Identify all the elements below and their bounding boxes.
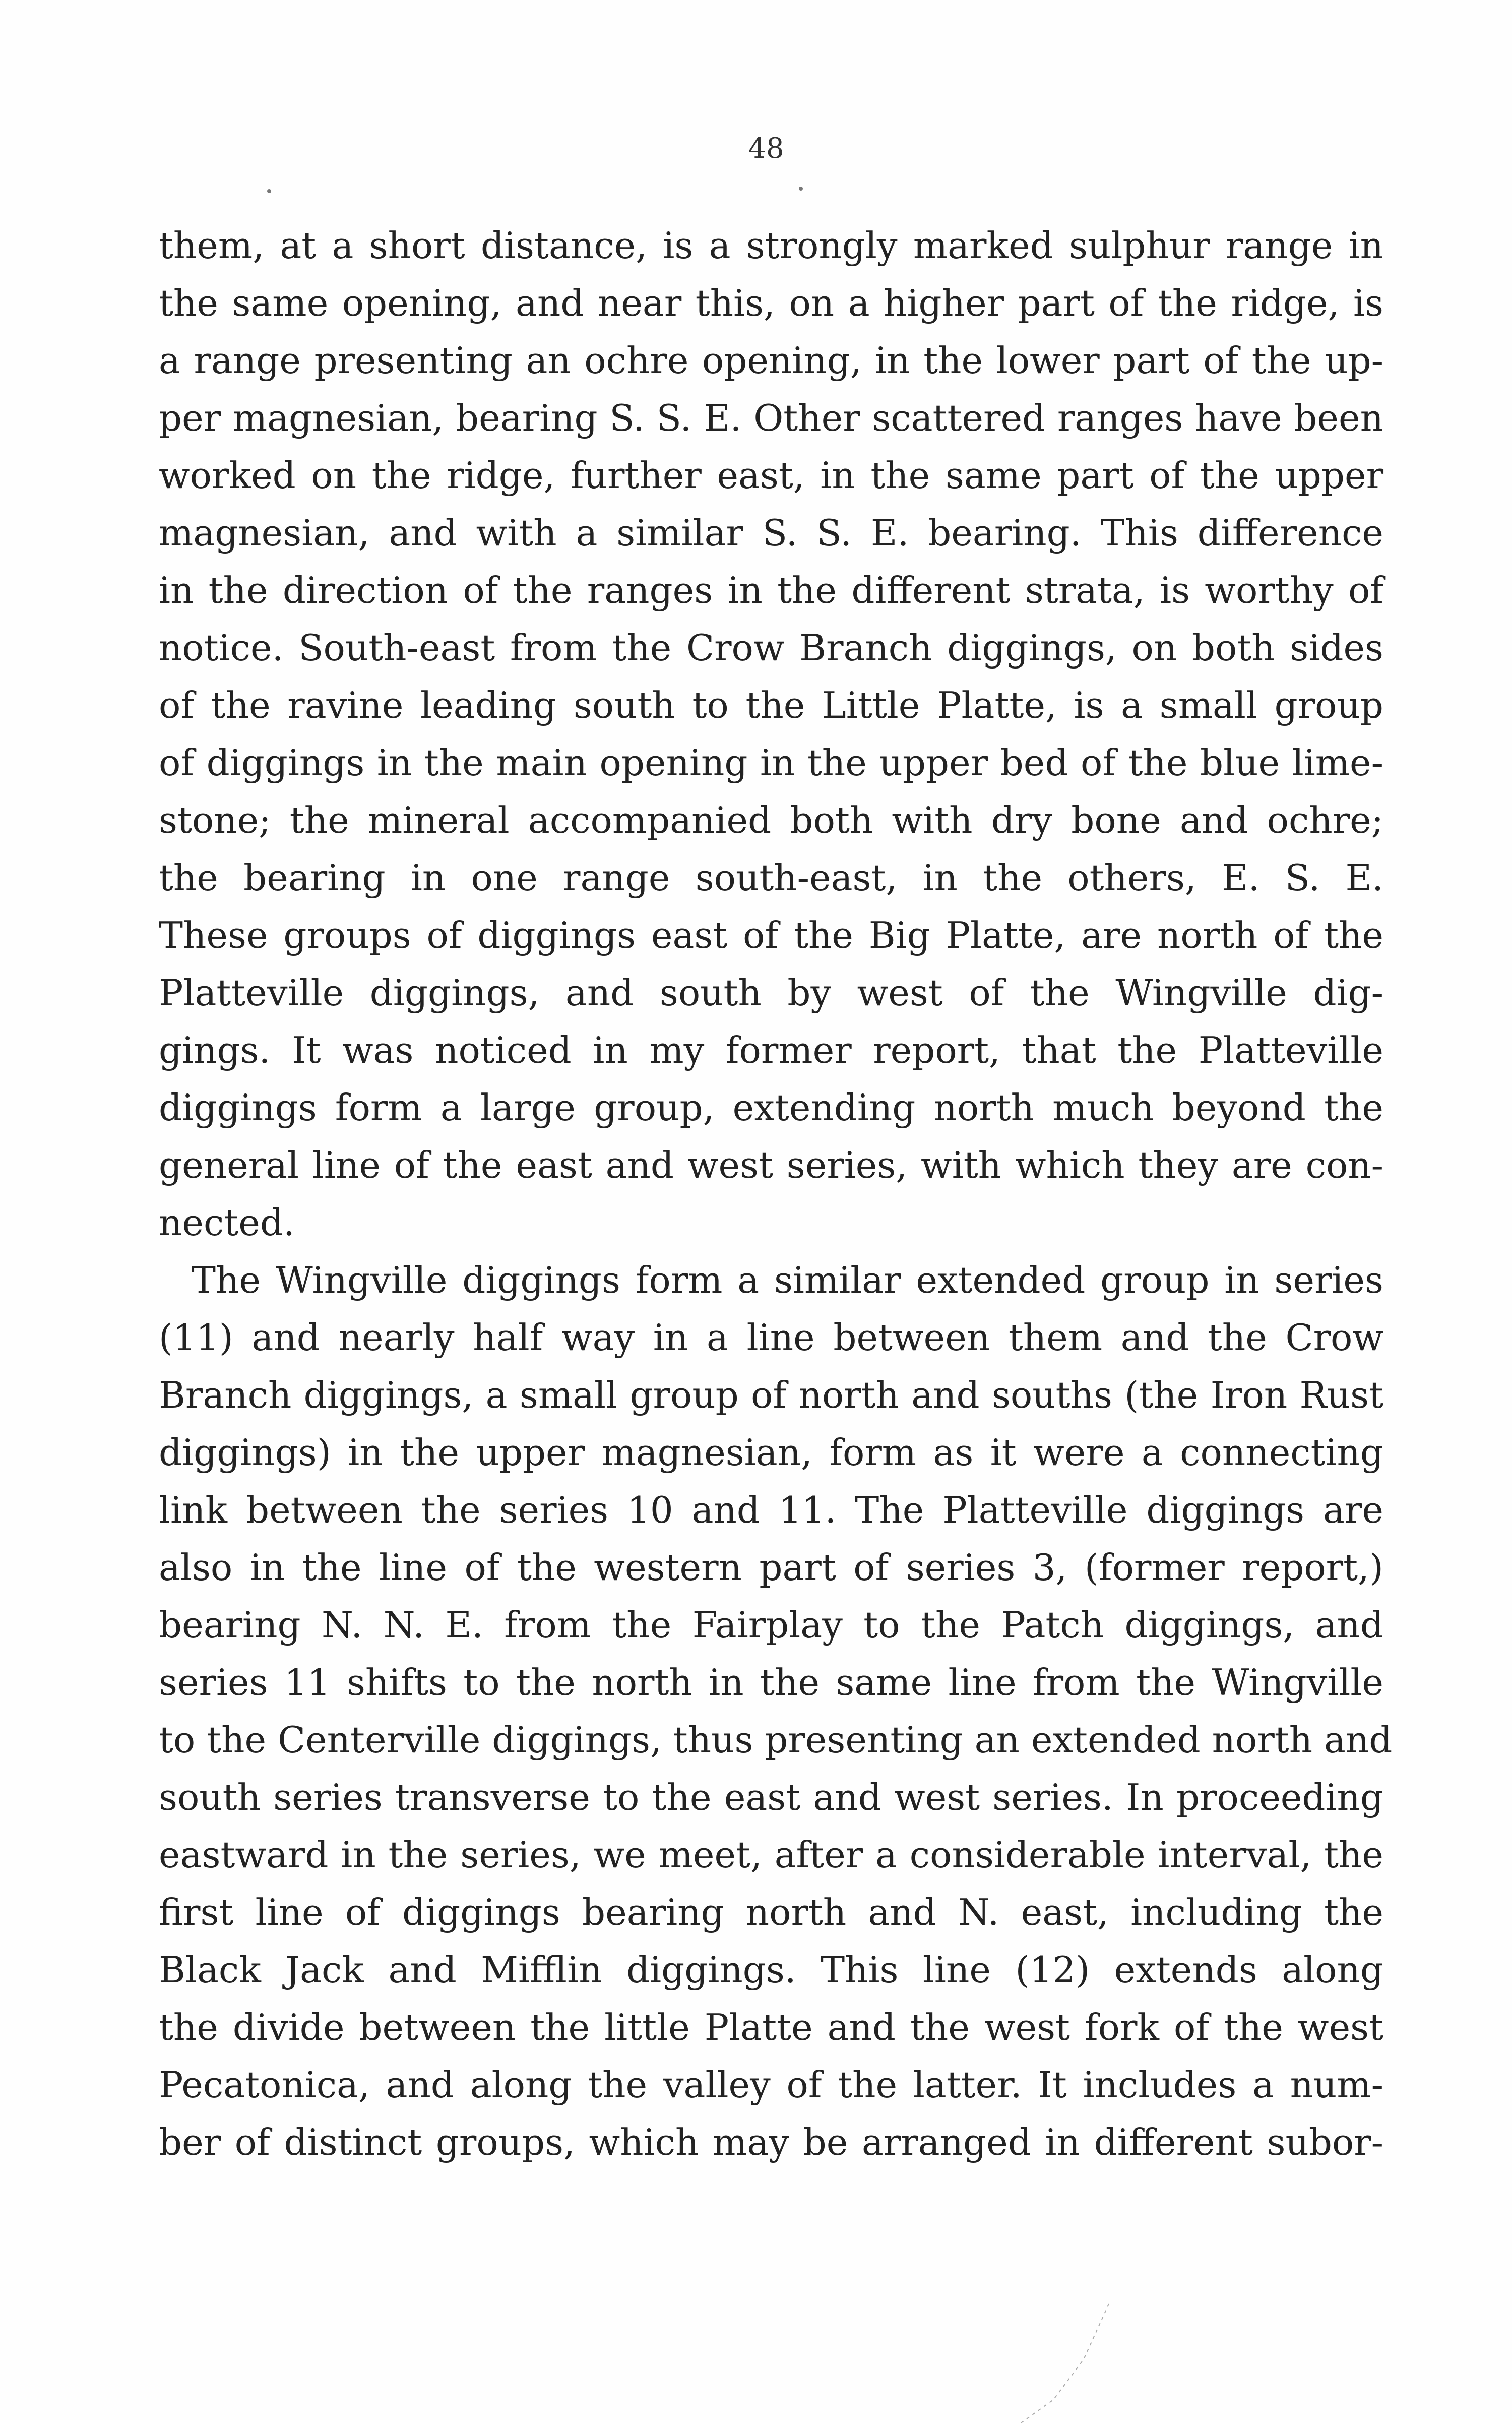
text-line: of the ravine leading south to the Little Platte, is a small group — [159, 684, 1383, 726]
text-line: Branch diggings, a small group of north and souths (the Iron Rust — [159, 1374, 1383, 1416]
text-line: first line of diggings bearing north and N. east, including the — [159, 1891, 1383, 1933]
text-line: These groups of diggings east of the Big Platte, are north of the — [159, 914, 1383, 956]
text-line: also in the line of the western part of series 3, (former report,) — [159, 1546, 1383, 1589]
text-line: diggings form a large group, extending north much beyond the — [159, 1086, 1383, 1129]
text-line: notice. South-east from the Crow Branch diggings, on both sides — [159, 627, 1383, 669]
text-line: Black Jack and Mifflin diggings. This line (12) extends along — [159, 1949, 1383, 1991]
text-line: bearing N. N. E. from the Fairplay to the Patch diggings, and — [159, 1604, 1383, 1646]
page-number: 48 — [748, 132, 784, 165]
text-line: ber of distinct groups, which may be arranged in different subor- — [159, 2121, 1383, 2163]
text-line: general line of the east and west series, with which they are con- — [159, 1144, 1383, 1186]
text-line: in the direction of the ranges in the different strata, is worthy of — [159, 569, 1383, 612]
pencil-mark — [1008, 2299, 1119, 2430]
text-line: per magnesian, bearing S. S. E. Other scattered ranges have been — [159, 397, 1383, 439]
text-line: them, at a short distance, is a strongly marked sulphur range in — [159, 224, 1383, 267]
text-line: Platteville diggings, and south by west of the Wingville dig- — [159, 971, 1383, 1014]
text-line: the divide between the little Platte and the west fork of the west — [159, 2006, 1383, 2048]
text-line: series 11 shifts to the north in the same line from the Wingville — [159, 1661, 1383, 1704]
text-line: the same opening, and near this, on a higher part of the ridge, is — [159, 282, 1383, 324]
body-text — [159, 217, 1393, 2171]
text-line: south series transverse to the east and west series. In proceeding — [159, 1776, 1383, 1818]
text-line: gings. It was noticed in my former report, that the Platteville — [159, 1029, 1383, 1071]
text-line: link between the series 10 and 11. The Platteville diggings are — [159, 1489, 1383, 1531]
paragraph-first-line: The Wingville diggings form a similar extended group in series — [192, 1259, 1383, 1301]
text-line: Pecatonica, and along the valley of the latter. It includes a num- — [159, 2063, 1383, 2106]
ink-speck — [799, 187, 803, 191]
text-line: worked on the ridge, further east, in the same part of the upper — [159, 454, 1383, 497]
text-line: nected. — [159, 1201, 295, 1244]
text-line: to the Centerville diggings, thus presenting an extended north and — [159, 1719, 1393, 1761]
text-line: (11) and nearly half way in a line between them and the Crow — [159, 1316, 1383, 1359]
text-line: the bearing in one range south-east, in the others, E. S. E. — [159, 857, 1383, 899]
text-line: magnesian, and with a similar S. S. E. bearing. This difference — [159, 512, 1383, 554]
ink-speck — [267, 189, 271, 193]
text-line: diggings) in the upper magnesian, form as it were a connecting — [159, 1431, 1383, 1474]
text-line: of diggings in the main opening in the upper bed of the blue lime- — [159, 742, 1383, 784]
text-line: eastward in the series, we meet, after a considerable interval, the — [159, 1834, 1383, 1876]
text-line: stone; the mineral accompanied both with dry bone and ochre; — [159, 799, 1383, 841]
text-line: a range presenting an ochre opening, in the lower part of the up- — [159, 339, 1383, 382]
